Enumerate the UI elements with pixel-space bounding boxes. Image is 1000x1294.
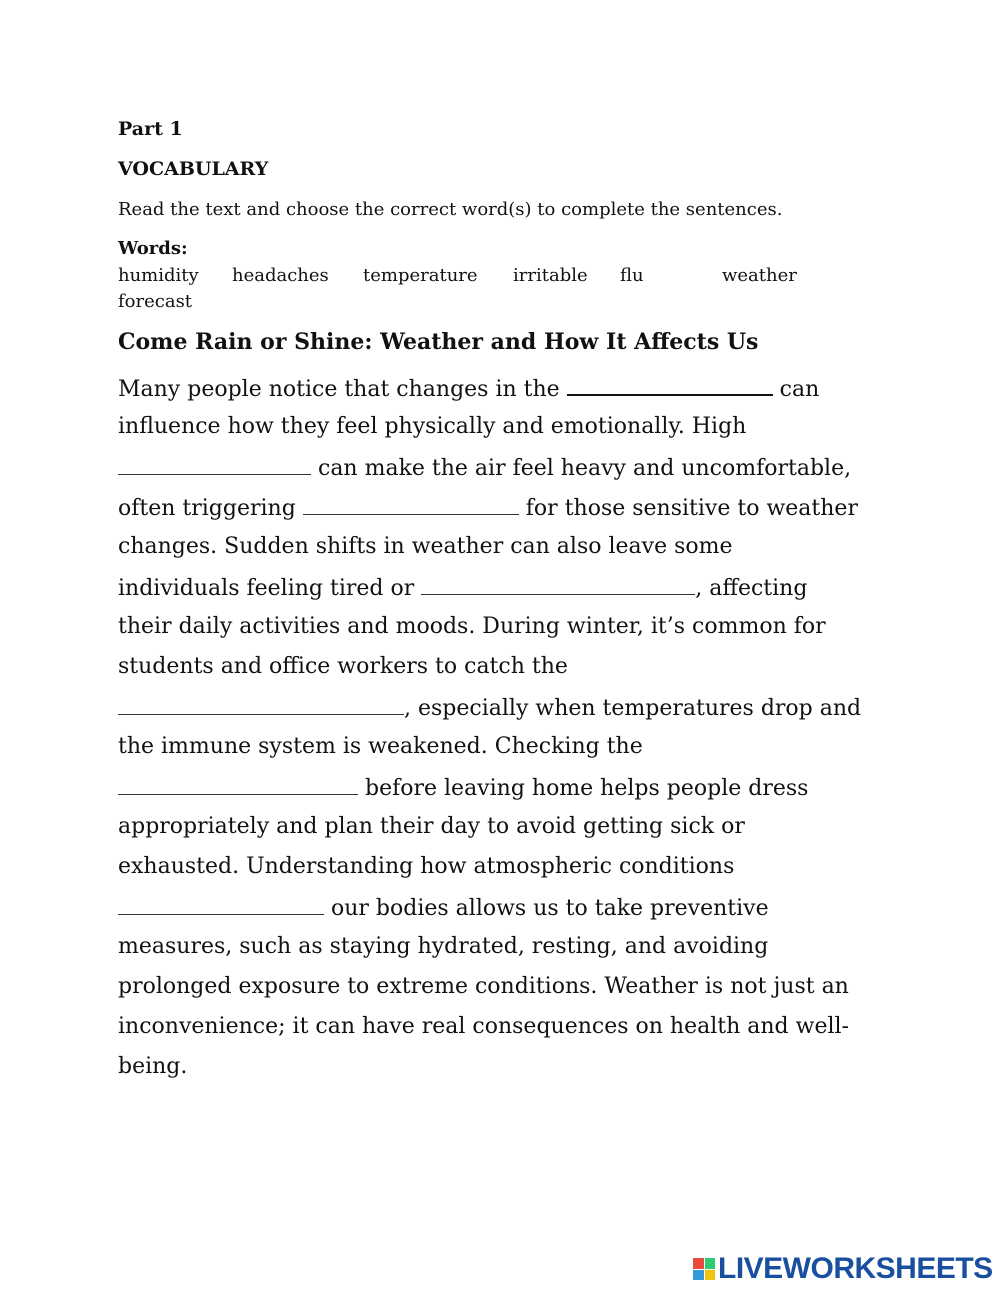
text-segment: , especially when temperatures drop and [404, 696, 862, 721]
text-segment: often triggering [118, 496, 303, 521]
liveworksheets-logo [693, 1252, 993, 1285]
text-segment: our bodies allows us to take preventive [324, 896, 769, 921]
logo-mark-icon [693, 1258, 715, 1280]
passage-line: measures, such as staying hydrated, resting, and avoiding [118, 934, 769, 959]
passage-line: inconvenience; it can have real consequences on health and well- [118, 1014, 849, 1039]
passage-line [118, 774, 808, 801]
logo-text: LIVEWORKSHEETS [718, 1252, 993, 1285]
section-heading: VOCABULARY [118, 158, 269, 180]
passage-line [118, 574, 807, 601]
passage-title: Come Rain or Shine: Weather and How It Affects Us [118, 329, 759, 355]
word-temperature: temperature [363, 265, 478, 286]
blank-4[interactable] [421, 574, 695, 595]
blank-2[interactable] [118, 454, 311, 475]
text-segment: can make the air feel heavy and uncomfortable, [311, 456, 852, 481]
part-heading: Part 1 [118, 118, 183, 140]
text-segment: before leaving home helps people dress [358, 776, 809, 801]
passage-line: the immune system is weakened. Checking the [118, 734, 643, 759]
text-segment: can [772, 377, 820, 402]
word-humidity: humidity [118, 265, 199, 286]
blank-6[interactable] [118, 774, 358, 795]
blank-7[interactable] [118, 894, 324, 915]
passage-line: changes. Sudden shifts in weather can also leave some [118, 534, 733, 559]
passage-line: influence how they feel physically and emotionally. High [118, 414, 747, 439]
blank-3[interactable] [303, 494, 519, 515]
passage-line [118, 694, 861, 721]
passage-line: prolonged exposure to extreme conditions. Weather is not just an [118, 974, 849, 999]
blank-5[interactable] [118, 694, 404, 715]
passage-line: exhausted. Understanding how atmospheric conditions [118, 854, 735, 879]
words-label: Words: [118, 238, 188, 259]
word-flu: flu [620, 265, 644, 286]
word-weather: weather [722, 265, 797, 286]
text-segment: Many people notice that changes in the [118, 377, 567, 402]
text-segment: for those sensitive to weather [518, 496, 858, 521]
instructions: Read the text and choose the correct word(s) to complete the sentences. [118, 199, 783, 220]
passage-line: being. [118, 1054, 188, 1079]
text-segment: , affecting [695, 576, 808, 601]
blank-1[interactable] [567, 374, 773, 396]
passage-line: students and office workers to catch the [118, 654, 568, 679]
passage-line [118, 894, 769, 921]
word-headaches: headaches [232, 265, 329, 286]
passage-line [118, 374, 819, 402]
passage-line: appropriately and plan their day to avoid getting sick or [118, 814, 745, 839]
passage-line [118, 454, 851, 481]
passage-line [118, 494, 858, 521]
text-segment: individuals feeling tired or [118, 576, 422, 601]
word-forecast: forecast [118, 291, 193, 312]
word-irritable: irritable [513, 265, 588, 286]
passage-line: their daily activities and moods. During winter, it’s common for [118, 614, 826, 639]
